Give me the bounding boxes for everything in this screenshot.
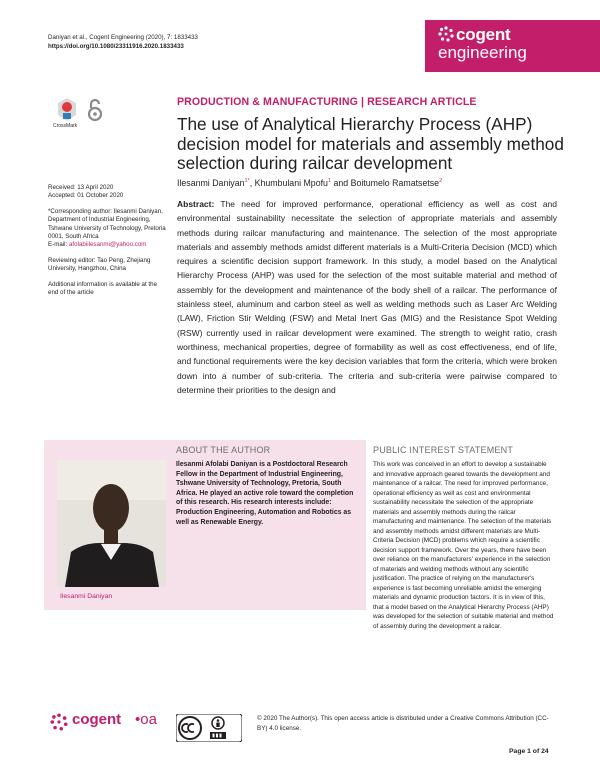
- footer-oa-word: •oa: [135, 711, 157, 728]
- article-sidebar: [48, 184, 168, 304]
- abstract-label: Abstract:: [177, 199, 215, 209]
- abstract: [177, 197, 557, 397]
- author-list: [177, 178, 442, 188]
- author-name[interactable]: Boitumelo Ramatsetse: [350, 178, 440, 188]
- about-author-heading: ABOUT THE AUTHOR: [176, 445, 271, 455]
- open-access-lock-icon: [86, 97, 104, 123]
- cogent-oa-logo-icon: [50, 713, 68, 731]
- abstract-text: The need for improved performance, operational efficiency as well as cost and environmental sustainability necessitate the selection of appropriate materials and assembly methods during railcar manufacturing and maintenance. The selection of the most appropriate materials and assembly methods amidst different materials is a Multi-Criteria Decision (MCD) which requires a scientific decision support framework. In this study, a model based on the Analytical Hierarchy Process (AHP) was used for the selection of the most suitable material and method of assembly for the development and maintenance of the body shell of a railcar. The performance of stainless steel, aluminum and carbon steel as well as welding methods such as Laser Arc Welding (LAW), Friction Stir Welding (FSW) and Metal Inert Gas (MIG) and the Resistance Spot Welding (RSW) currently used in railcar development were examined. The strength to weight ratio, crash worthiness, mechanical properties, degree of formability as well as cost effectiveness, end of life, and functional requirements were the key decision variables that form the criteria, which were broken down into a number of sub-criteria. The criteria and sub-criteria were pairwise compared to determine their priorities to the design and: [177, 199, 557, 395]
- email-label: E-mail:: [48, 241, 69, 249]
- email-link[interactable]: afolabiilesanmi@yahoo.com: [68, 241, 147, 249]
- cc-by-license-icon[interactable]: [176, 714, 242, 742]
- article-category: PRODUCTION & MANUFACTURING | RESEARCH ARTICLE: [177, 96, 477, 108]
- author-affiliation: 2: [439, 178, 443, 185]
- author-separator: and: [331, 178, 351, 188]
- author-affiliation: 1: [327, 178, 331, 185]
- citation-text: Daniyan et al., Cogent Engineering (2020), 7: 1833433: [48, 34, 198, 41]
- author-photo-caption: Ilesanmi Daniyan: [60, 593, 113, 600]
- author-separator: ,: [249, 178, 255, 188]
- citation-block: [48, 33, 198, 51]
- cogent-logo-icon: [438, 26, 454, 42]
- article-title: The use of Analytical Hierarchy Process (AHP) decision model for materials and assembly method selection during railcar development: [177, 114, 564, 173]
- received-date: Received: 13 April 2020: [48, 184, 114, 191]
- crossmark-label: CrossMark: [53, 123, 78, 129]
- reviewing-editor: Reviewing editor: Tao Peng, Zhejiang University, Hangzhou, China: [48, 256, 151, 273]
- about-author-text: Ilesanmi Afolabi Daniyan is a Postdoctoral Research Fellow in the Department of Industrial Engineering, Tshwane University of Technology, Pretoria, South Africa. He played an active role toward the completion of this research. His research interests include: Production Engineering, Automation and Robotics as well as Renewable Energy.: [176, 461, 354, 526]
- additional-info: Additional information is available at the end of the article: [48, 280, 158, 297]
- accepted-date: Accepted: 01 October 2020: [48, 192, 124, 200]
- author-name[interactable]: Ilesanmi Daniyan: [177, 178, 245, 188]
- author-name[interactable]: Khumbulani Mpofu: [254, 178, 328, 188]
- corresponding-author: *Corresponding author: Ilesanmi Daniyan, Department of Industrial Engineering, Tshwane University of Technology, Pretoria 0001, South Africa: [48, 207, 166, 241]
- public-interest-text: This work was conceived in an effort to develop a sustainable and innovative approach geared towards the development and maintenance of a railcar. The need for improved performance, operational efficiency as well as cost and environmental sustainability necessitate the selection of the appropriate materials and assembly methods during the railcar manufacturing and maintenance. The selection of the materials and assembly methods amidst different materials are Multi-Criteria Decision (MCD) problems which require a scientific decision support framework. Over the years, there have been over reliance on the manufacturers' experience in the selection of materials and welding methods without any scientific justification. The practice of relying on the manufacturer's experience is fast becoming unreliable amidst the emerging materials and dynamic production factors. It is in view of this, that a model based on the Analytical Hierarchy Process (AHP) was developed for the selection of suitable material and method of assembly during the development a railcar.: [373, 461, 554, 630]
- public-interest-heading: PUBLIC INTEREST STATEMENT: [373, 445, 514, 455]
- brand-word-engineering: engineering: [438, 43, 527, 62]
- author-affiliation: 1*: [244, 178, 250, 185]
- footer-brand-word: cogent: [72, 711, 122, 728]
- page-number: Page 1 of 24: [509, 748, 549, 755]
- author-photo: [57, 460, 166, 587]
- doi-link[interactable]: https://doi.org/10.1080/23311916.2020.1833433: [48, 43, 184, 50]
- license-text: © 2020 The Author(s). This open access article is distributed under a Creative Commons Attribution (CC-BY) 4.0 license.: [257, 715, 549, 732]
- brand-word-cogent: cogent: [456, 25, 511, 44]
